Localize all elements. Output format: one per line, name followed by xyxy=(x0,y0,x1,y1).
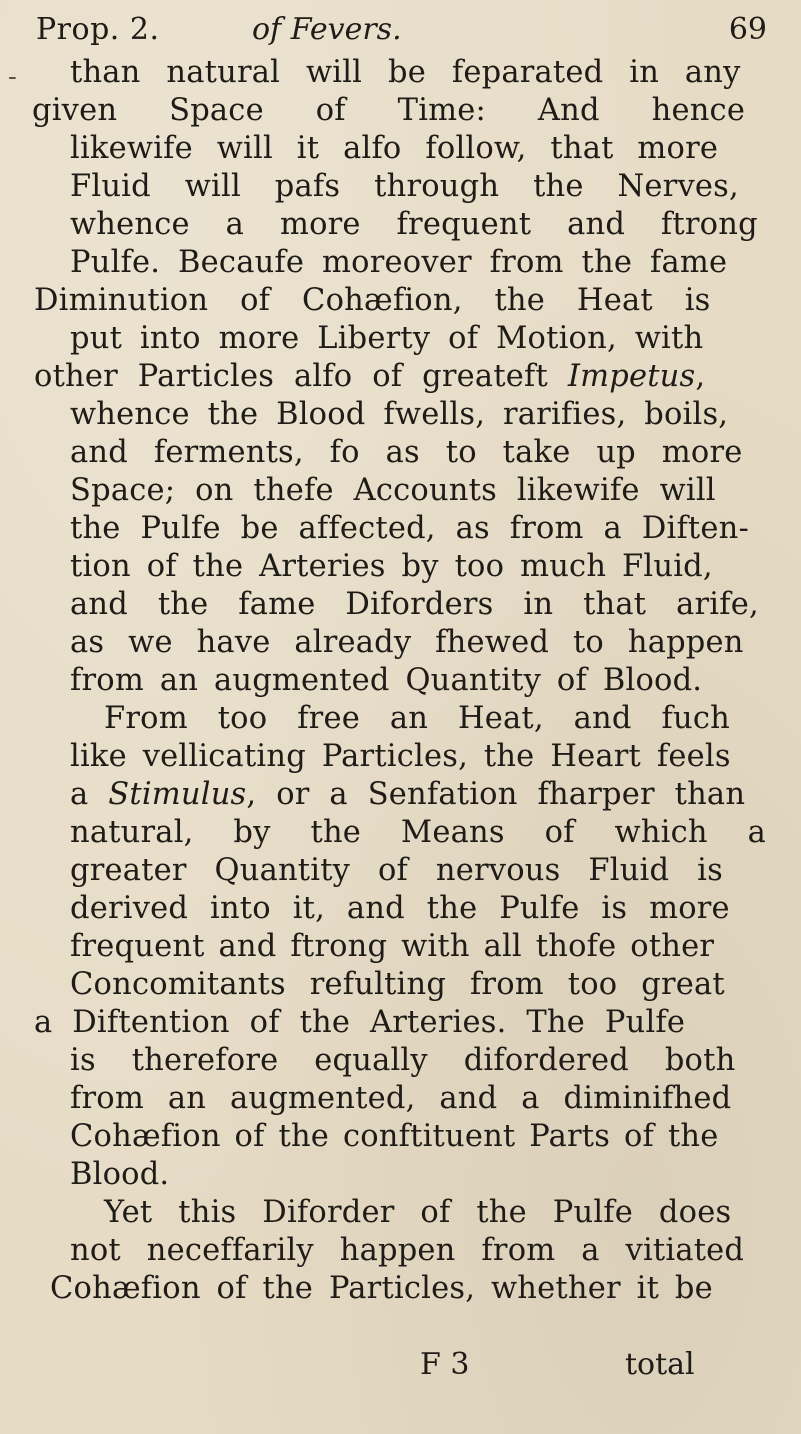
text-line: tion of the Arteries by too much Fluid, xyxy=(70,549,713,584)
text-line: like vellicating Particles, the Heart feels xyxy=(70,739,731,774)
text-line: Pulfe. Becaufe moreover from the fame xyxy=(70,245,728,280)
text-line: derived into it, and the Pulfe is more xyxy=(70,891,730,926)
text-line: given Space of Time: And hence xyxy=(32,93,746,128)
text-line: from an augmented, and a diminifhed xyxy=(70,1081,732,1116)
text-line: from an augmented Quantity of Blood. xyxy=(70,663,703,698)
text-line: From too free an Heat, and fuch xyxy=(104,701,730,736)
page-header xyxy=(36,10,767,50)
text-line: than natural will be feparated in any xyxy=(70,55,741,90)
text-line: Cohæfion of the Particles, whether it be xyxy=(50,1271,713,1306)
text-line: Yet this Diforder of the Pulfe does xyxy=(104,1195,732,1230)
text-line: not neceffarily happen from a vitiated xyxy=(70,1233,745,1268)
text-line: Space; on thefe Accounts likewife will xyxy=(70,473,716,508)
text-line: whence a more frequent and ftrong xyxy=(70,207,758,242)
text-line: a Stimulus, or a Senfation fharper than xyxy=(70,777,746,812)
text-line: natural, by the Means of which a xyxy=(70,815,767,850)
text-line: and the fame Diforders in that arife, xyxy=(70,587,759,622)
text-line: greater Quantity of nervous Fluid is xyxy=(70,853,723,888)
text-line: Diminution of Cohæfion, the Heat is xyxy=(34,283,711,318)
text-line: whence the Blood fwells, rarifies, boils, xyxy=(70,397,729,432)
text-line: the Pulfe be affected, as from a Diften- xyxy=(70,511,749,546)
page-number: 69 xyxy=(728,12,767,47)
proposition-label: Prop. 2. xyxy=(36,12,160,47)
text-line: and ferments, fo as to take up more xyxy=(70,435,743,470)
page-footer xyxy=(0,1346,801,1386)
text-line: as we have already fhewed to happen xyxy=(70,625,744,660)
text-line: likewife will it alfo follow, that more xyxy=(70,131,719,166)
text-line: Blood. xyxy=(70,1157,170,1192)
signature-mark: F 3 xyxy=(420,1347,470,1382)
text-line: a Diftention of the Arteries. The Pulfe xyxy=(34,1005,686,1040)
running-title: of Fevers. xyxy=(252,12,402,47)
margin-tick-mark: - xyxy=(8,62,17,92)
text-line: put into more Liberty of Motion, with xyxy=(70,321,704,356)
catchword: total xyxy=(625,1347,695,1382)
text-line: is therefore equally difordered both xyxy=(70,1043,736,1078)
text-line: Cohæfion of the conftituent Parts of the xyxy=(70,1119,719,1154)
text-line: other Particles alfo of greateft Impetus, xyxy=(34,359,706,394)
text-line: Concomitants refulting from too great xyxy=(70,967,725,1002)
text-line: frequent and ftrong with all thofe other xyxy=(70,929,715,964)
text-line: Fluid will pafs through the Nerves, xyxy=(70,169,739,204)
